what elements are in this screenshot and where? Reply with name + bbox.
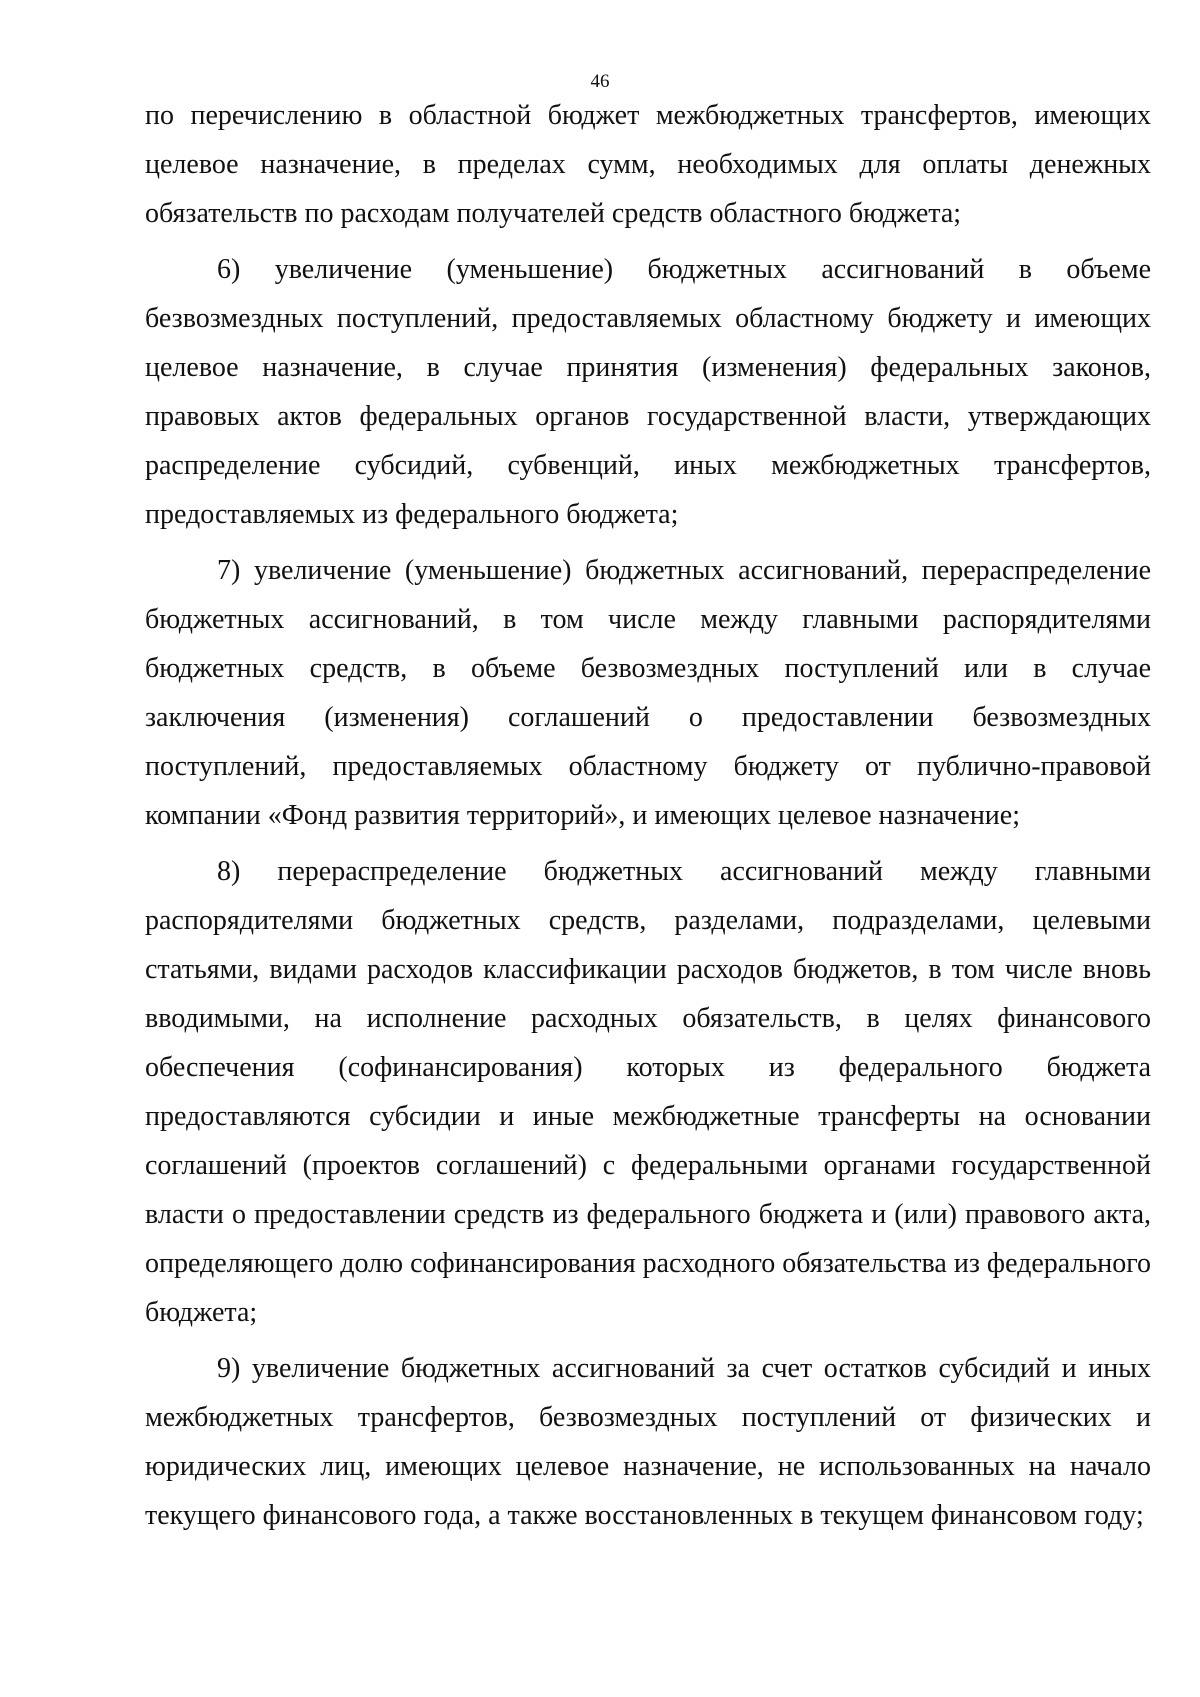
paragraph-item-7: 7) увеличение (уменьшение) бюджетных ассигнований, перераспределение бюджетных ассигнований, в том числе между главными распорядителями бюджетных средств, в объеме безвозмездных поступлений или в случае заключения (изменения) соглашений о предоставлении безвозмездных поступлений, предоставляемых областному бюджету от публично-правовой компании «Фонд развития территорий», и имеющих целевое назначение; <box>145 555 1151 831</box>
paragraph-item-8: 8) перераспределение бюджетных ассигнований между главными распорядителями бюджетных средств, разделами, подразделами, целевыми статьями, видами расходов классификации расходов бюджетов, в том числе вновь вводимыми, на исполнение расходных обязательств, в целях финансового обеспечения (софинансирования) которых из федерального бюджета предоставляются субсидии и иные межбюджетные трансферты на основании соглашений (проектов соглашений) с федеральными органами государственной власти о предоставлении средств из федерального бюджета и (или) правового акта, определяющего долю софинансирования расходного обязательства из федерального бюджета; <box>145 856 1151 1328</box>
paragraph-item-9: 9) увеличение бюджетных ассигнований за счет остатков субсидий и иных межбюджетных трансфертов, безвозмездных поступлений от физических и юридических лиц, имеющих целевое назначение, не использованных на начало текущего финансового года, а также восстановленных в текущем финансовом году; <box>145 1353 1151 1531</box>
paragraph-continuation: по перечислению в областной бюджет межбюджетных трансфертов, имеющих целевое назначение, в пределах сумм, необходимых для оплаты денежных обязательств по расходам получателей средств областного бюджета; <box>145 100 1151 229</box>
document-body <box>145 91 1151 1547</box>
page-number: 46 <box>590 71 610 92</box>
paragraph-item-6: 6) увеличение (уменьшение) бюджетных ассигнований в объеме безвозмездных поступлений, предоставляемых областному бюджету и имеющих целевое назначение, в случае принятия (изменения) федеральных законов, правовых актов федеральных органов государственной власти, утверждающих распределение субсидий, субвенций, иных межбюджетных трансфертов, предоставляемых из федерального бюджета; <box>145 254 1151 530</box>
